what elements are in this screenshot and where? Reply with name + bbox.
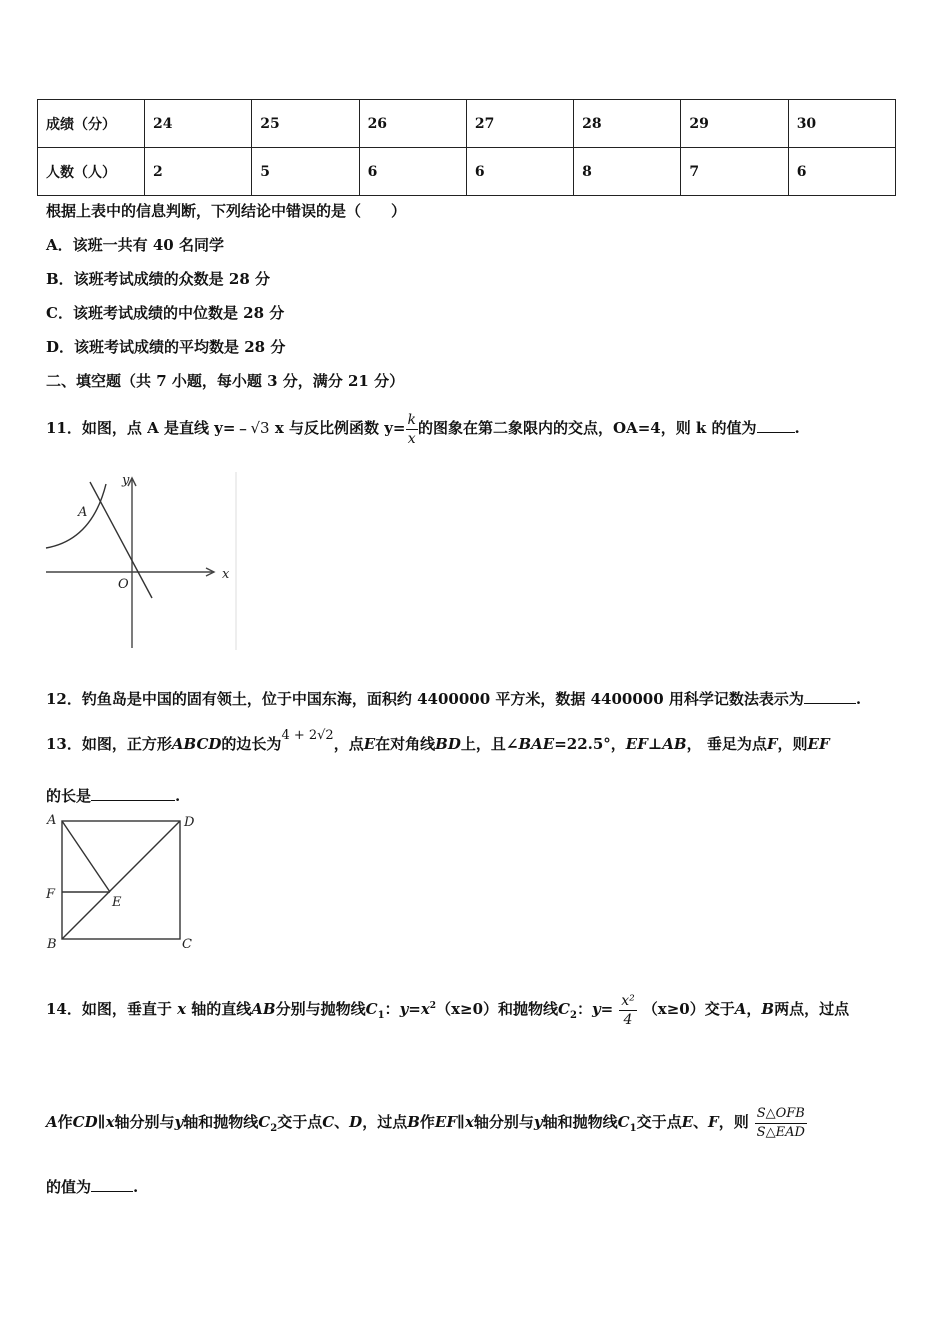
fraction-numerator: x² bbox=[621, 992, 635, 1009]
q14-end: . bbox=[133, 1178, 139, 1196]
q13-text: ，则 bbox=[777, 735, 808, 753]
q11-text-1: 11．如图，点 A 是直线 y=﹣ bbox=[46, 419, 251, 437]
q11-figure bbox=[44, 470, 238, 652]
fraction-x2-over-4 bbox=[619, 992, 637, 1029]
segment-ae bbox=[62, 821, 110, 892]
math-ab: AB bbox=[662, 735, 687, 753]
q14-text: 轴分别与 bbox=[114, 1113, 175, 1131]
q13-figure bbox=[44, 810, 204, 958]
equation-c1: y=x bbox=[399, 1000, 430, 1018]
table-cell: 26 bbox=[359, 100, 466, 148]
q13-end: . bbox=[175, 787, 181, 805]
q13-text: ， 垂足为点 bbox=[686, 735, 767, 753]
math-bae: BAE bbox=[518, 735, 555, 753]
question-11 bbox=[46, 400, 800, 456]
answer-blank bbox=[757, 418, 795, 433]
q11-text-3: 的图象在第二象限内的交点，OA=4，则 k 的值为 bbox=[417, 419, 757, 437]
q13-text: 上，且∠ bbox=[460, 735, 519, 753]
option-d: D．该班考试成绩的平均数是 28 分 bbox=[46, 338, 286, 356]
q14-text: 轴和抛物线 bbox=[183, 1113, 259, 1131]
q14-text: 的值为 bbox=[46, 1178, 92, 1196]
answer-blank bbox=[91, 786, 175, 801]
math-c1: C bbox=[365, 1000, 378, 1018]
q12-end: . bbox=[855, 690, 862, 708]
fraction-denominator: 4 bbox=[623, 1011, 633, 1028]
q13-text: ，点 bbox=[333, 735, 364, 753]
question-13 bbox=[46, 728, 830, 754]
perp-symbol: ⊥ bbox=[647, 735, 663, 753]
q14-text: 轴的直线 bbox=[191, 1000, 252, 1018]
q14-text: 作 bbox=[419, 1113, 435, 1131]
q14-text: 轴分别与 bbox=[473, 1113, 534, 1131]
question-14-line3 bbox=[46, 1176, 138, 1197]
q13-text: 在对角线 bbox=[375, 735, 436, 753]
q14-text: （x≥0）和抛物线 bbox=[436, 1000, 559, 1018]
sqrt-3: √3 bbox=[250, 419, 270, 437]
q11-end: . bbox=[794, 419, 800, 437]
table-cell: 25 bbox=[252, 100, 359, 148]
q14-text: ： bbox=[384, 1000, 400, 1018]
q14-text: ： bbox=[576, 1000, 592, 1018]
q13-text: 的长是 bbox=[46, 787, 92, 805]
label-point-a: A bbox=[78, 505, 88, 520]
math-bd: BD bbox=[435, 735, 461, 753]
diagonal-bd bbox=[62, 821, 180, 939]
fraction-denominator: x bbox=[407, 430, 416, 447]
q13-text: 13．如图，正方形 bbox=[46, 735, 172, 753]
label-origin: O bbox=[118, 577, 129, 592]
table-cell: 6 bbox=[788, 148, 895, 196]
row-header: 成绩（分） bbox=[38, 100, 145, 148]
q14-text: 轴和抛物线 bbox=[542, 1113, 618, 1131]
q13-text: 的边长为 bbox=[221, 735, 282, 753]
subscript: 1 bbox=[377, 1010, 385, 1021]
equation-c2: y= bbox=[591, 1000, 614, 1018]
math-ef: EF bbox=[625, 735, 648, 753]
table-cell: 29 bbox=[681, 100, 788, 148]
option-c: C．该班考试成绩的中位数是 28 分 bbox=[46, 304, 285, 322]
row-header: 人数（人） bbox=[38, 148, 145, 196]
q13-text: =22.5°， bbox=[554, 735, 626, 753]
label-b: B bbox=[47, 937, 57, 952]
area-ratio-fraction bbox=[755, 1105, 807, 1142]
answer-blank bbox=[804, 689, 856, 704]
label-e: E bbox=[112, 895, 122, 910]
math-e: E bbox=[363, 735, 376, 753]
question-14-line1: 14．如图，垂直于 x 轴的直线AB分别与抛物线$C_1$：$y=x^2(x\ge 0)$和抛物线$C_2$：y= $\frac{\text{x²}}{4}$ （x≥0）交于A，B两点，过点 bbox=[46, 992, 850, 1028]
table-cell: 7 bbox=[681, 148, 788, 196]
q14-text: ，则 bbox=[718, 1113, 749, 1131]
ratio-numerator: S△OFB bbox=[755, 1105, 807, 1124]
question-stem: 根据上表中的信息判断，下列结论中错误的是（ ） bbox=[46, 202, 407, 220]
q12-text: 12．钓鱼岛是中国的固有领土，位于中国东海，面积约 4400000 平方米，数据 4400000 用科学记数法表示为 bbox=[46, 690, 804, 708]
superscript: 2 bbox=[429, 1001, 437, 1011]
table-cell: 24 bbox=[145, 100, 252, 148]
table-cell: 6 bbox=[466, 148, 573, 196]
label-c: C bbox=[182, 937, 192, 952]
question-12 bbox=[46, 688, 861, 709]
table-cell: 28 bbox=[574, 100, 681, 148]
fraction-numerator: k bbox=[407, 411, 416, 428]
label-y: y bbox=[122, 473, 130, 488]
score-table bbox=[37, 99, 896, 196]
table-row bbox=[38, 148, 896, 196]
label-a: A bbox=[47, 813, 57, 828]
fraction-k-over-x bbox=[406, 411, 418, 448]
math-c2: C bbox=[558, 1000, 570, 1018]
answer-blank bbox=[91, 1177, 133, 1192]
label-x: x bbox=[222, 567, 230, 582]
q14-text: （x≥0）交于 bbox=[642, 1000, 735, 1018]
table-cell: 27 bbox=[466, 100, 573, 148]
q14-text: 分别与抛物线 bbox=[275, 1000, 366, 1018]
q14-text: 交于点 bbox=[636, 1113, 682, 1131]
question-14-line2: A作CD∥x轴分别与y轴和抛物线$C_2$交于点C、D，过点B作EF∥x轴分别与y轴和抛物线$C_1$交于点E、F，则 $\frac{\text{S△OFB}}{\text{S△EAD}}$ bbox=[46, 1105, 805, 1140]
table-cell: 6 bbox=[359, 148, 466, 196]
label-d: D bbox=[184, 815, 195, 830]
q14-text: 交于点 bbox=[277, 1113, 323, 1131]
option-b: B．该班考试成绩的众数是 28 分 bbox=[46, 270, 270, 288]
side-length-expr: 4 + 2√2 bbox=[281, 728, 334, 743]
q11-text-2: x 与反比例函数 y= bbox=[274, 419, 406, 437]
q14-text: 两点，过点 bbox=[774, 1000, 850, 1018]
table-row bbox=[38, 100, 896, 148]
table-cell: 5 bbox=[252, 148, 359, 196]
q14-text: 14．如图，垂直于 bbox=[46, 1000, 172, 1018]
subscript: 2 bbox=[569, 1010, 577, 1021]
hyperbola-curve bbox=[46, 484, 106, 548]
table-cell: 2 bbox=[145, 148, 252, 196]
label-f: F bbox=[46, 887, 56, 902]
section-title: 二、填空题（共 7 小题，每小题 3 分，满分 21 分） bbox=[46, 372, 405, 390]
question-13-line2 bbox=[46, 785, 180, 806]
q14-text: 作 bbox=[57, 1113, 73, 1131]
ratio-denominator: S△EAD bbox=[756, 1124, 805, 1140]
math-ef: EF bbox=[807, 735, 830, 753]
table-cell: 8 bbox=[574, 148, 681, 196]
option-a: A．该班一共有 40 名同学 bbox=[46, 236, 224, 254]
q14-text: ，过点 bbox=[362, 1113, 408, 1131]
math-abcd: ABCD bbox=[171, 735, 222, 753]
table-cell: 30 bbox=[788, 100, 895, 148]
math-f: F bbox=[766, 735, 778, 753]
